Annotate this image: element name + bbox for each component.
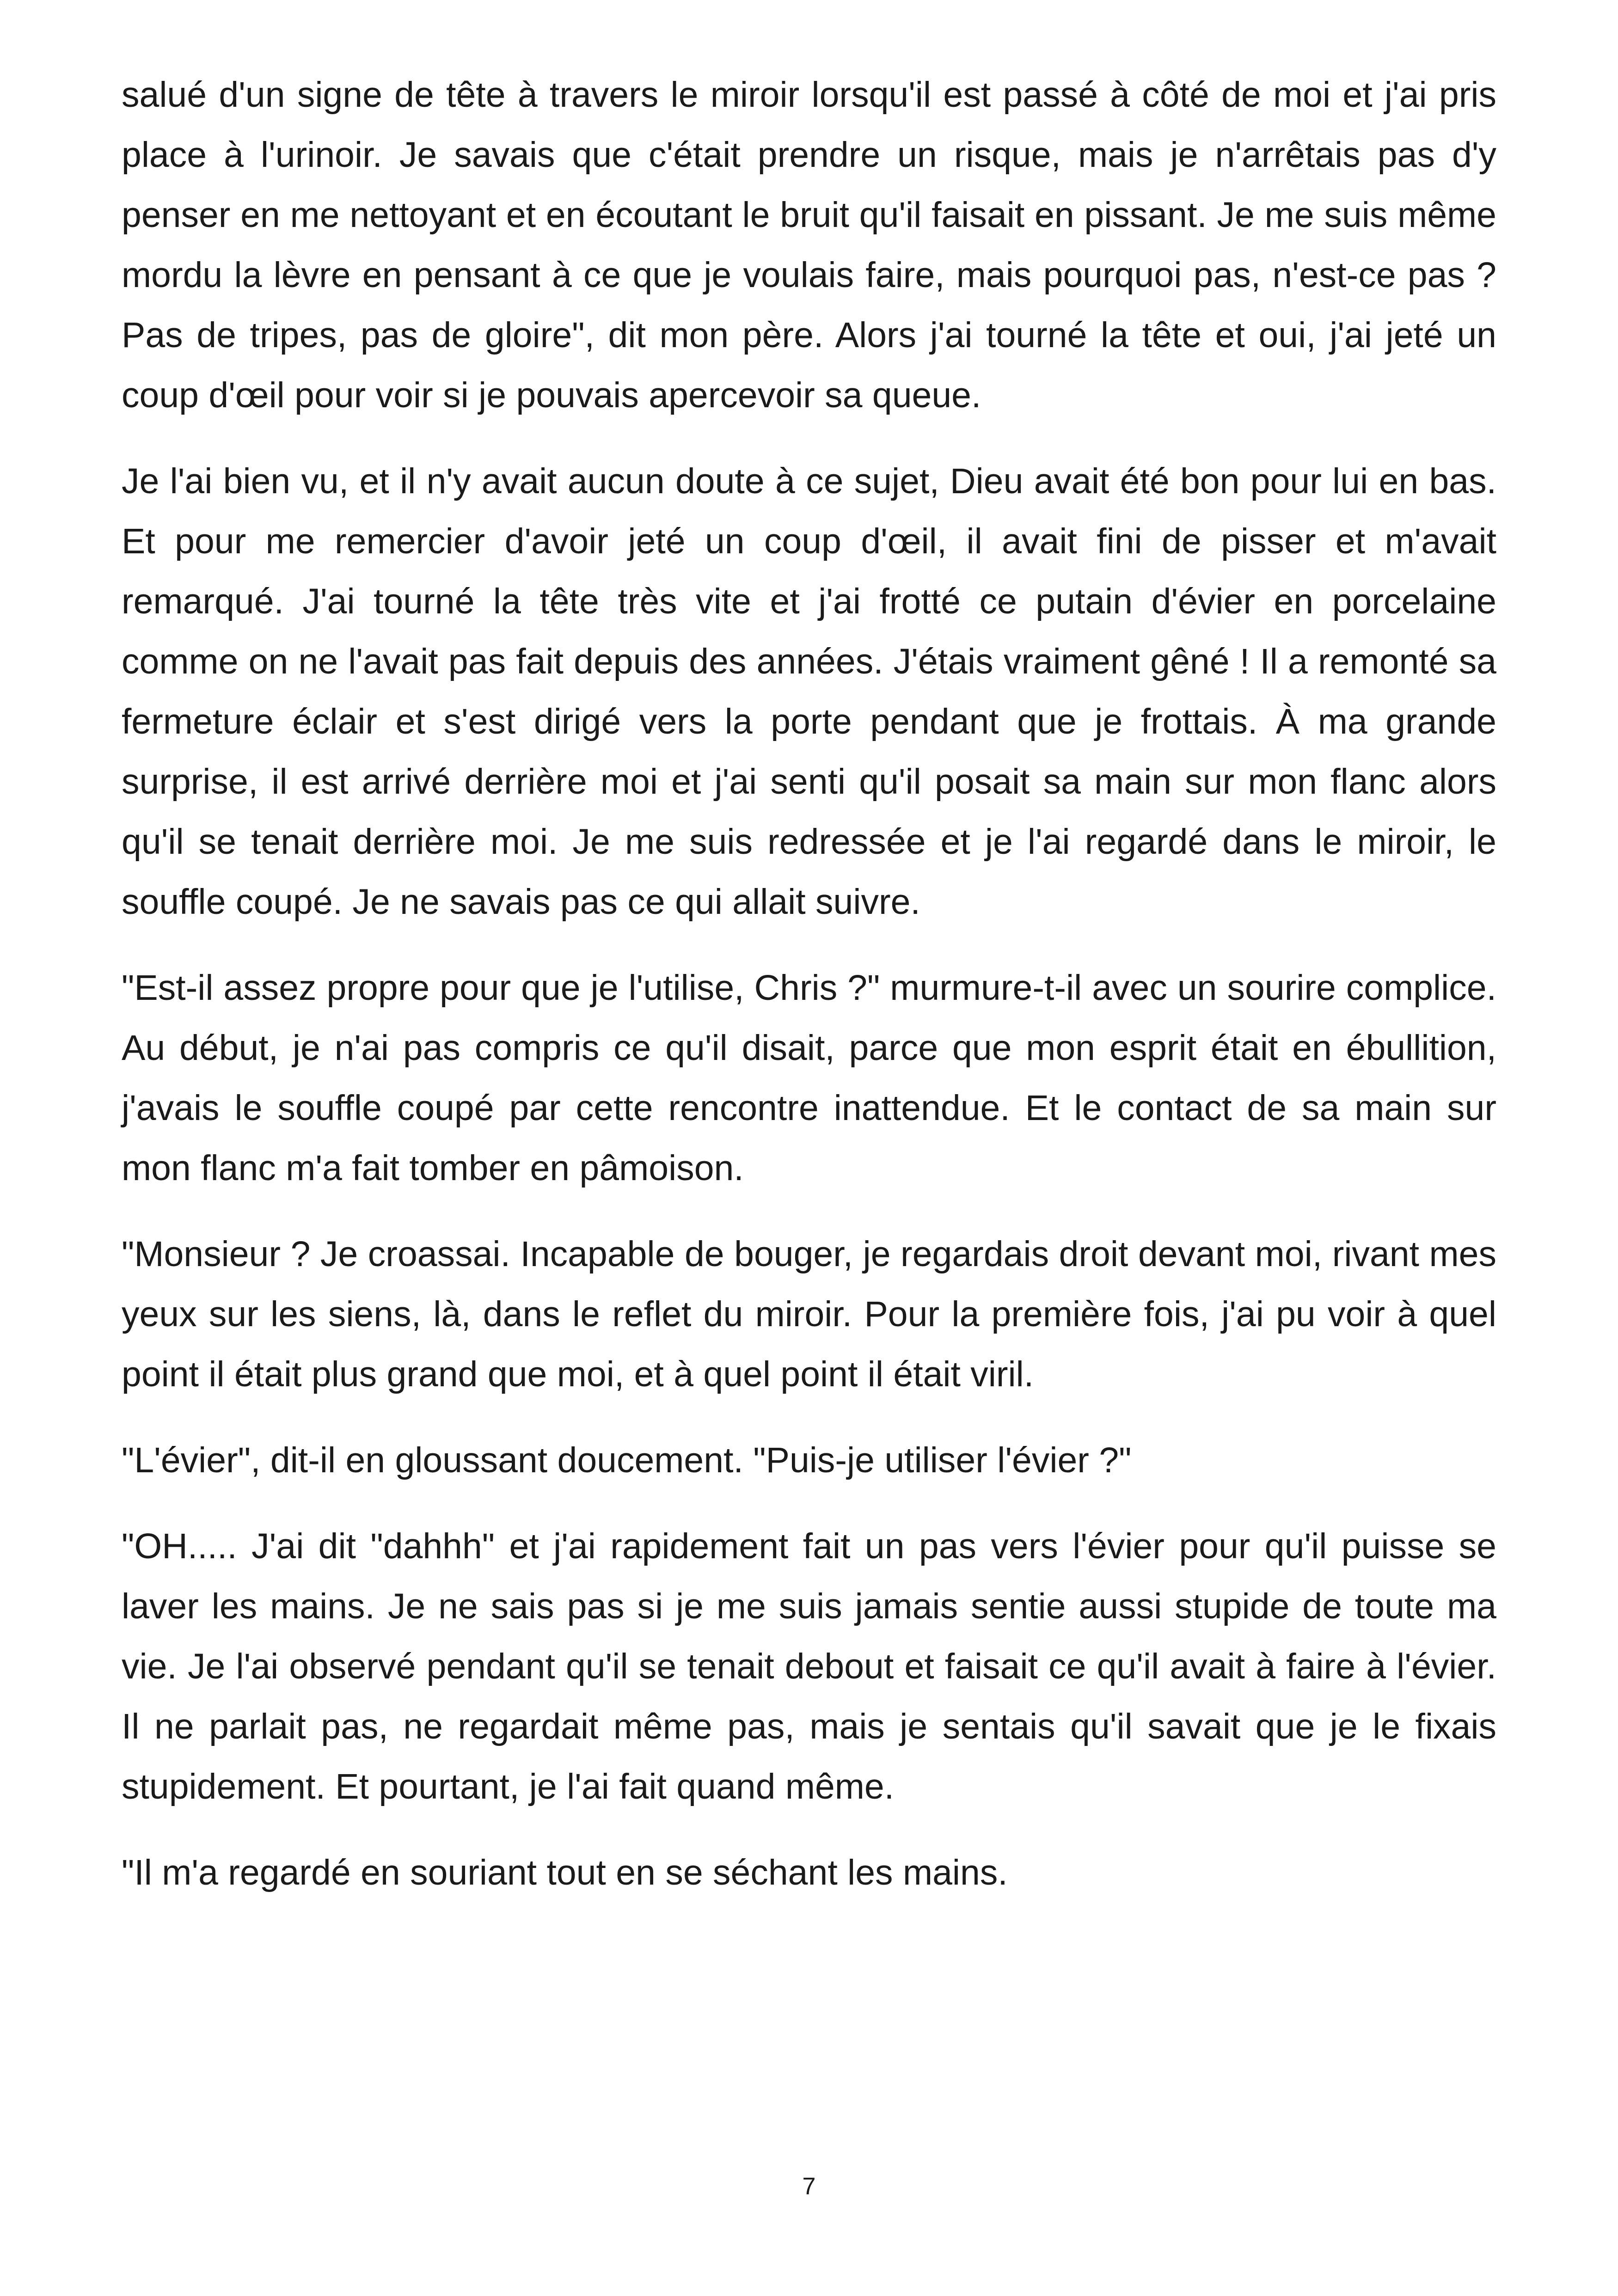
paragraph-1: salué d'un signe de tête à travers le miroir lorsqu'il est passé à côté de moi et j'ai pris place à l'urinoir. Je savais que c'était prendre un risque, mais je n'arrêtais pas d'y penser en me nettoyant et en écoutant le bruit qu'il faisait en pissant. Je me suis même mordu la lèvre en pensant à ce que je voulais faire, mais pourquoi pas, n'est-ce pas ? Pas de tripes, pas de gloire", dit mon père. Alors j'ai tourné la tête et oui, j'ai jeté un coup d'œil pour voir si je pouvais apercevoir sa queue. <box>122 75 1496 415</box>
page-number: 7 <box>802 2173 816 2200</box>
paragraph-2: Je l'ai bien vu, et il n'y avait aucun doute à ce sujet, Dieu avait été bon pour lui en bas. Et pour me remercier d'avoir jeté un coup d'œil, il avait fini de pisser et m'avait remarqué. J'ai tourné la tête très vite et j'ai frotté ce putain d'évier en porcelaine comme on ne l'avait pas fait depuis des années. J'étais vraiment gêné ! Il a remonté sa fermeture éclair et s'est dirigé vers la porte pendant que je frottais. À ma grande surprise, il est arrivé derrière moi et j'ai senti qu'il posait sa main sur mon flanc alors qu'il se tenait derrière moi. Je me suis redressée et je l'ai regardé dans le miroir, le souffle coupé. Je ne savais pas ce qui allait suivre. <box>122 461 1496 922</box>
paragraph-6: "OH..... J'ai dit "dahhh" et j'ai rapidement fait un pas vers l'évier pour qu'il puisse se laver les mains. Je ne sais pas si je me suis jamais sentie aussi stupide de toute ma vie. Je l'ai observé pendant qu'il se tenait debout et faisait ce qu'il avait à faire à l'évier. Il ne parlait pas, ne regardait même pas, mais je sentais qu'il savait que je le fixais stupidement. Et pourtant, je l'ai fait quand même. <box>122 1526 1496 1806</box>
paragraph-3: "Est-il assez propre pour que je l'utilise, Chris ?" murmure-t-il avec un sourire complice. Au début, je n'ai pas compris ce qu'il disait, parce que mon esprit était en ébullition, j'avais le souffle coupé par cette rencontre inattendue. Et le contact de sa main sur mon flanc m'a fait tomber en pâmoison. <box>122 968 1496 1188</box>
paragraph-5: "L'évier", dit-il en gloussant doucement. "Puis-je utiliser l'évier ?" <box>122 1440 1132 1480</box>
paragraph-7: "Il m'a regardé en souriant tout en se séchant les mains. <box>122 1853 1008 1892</box>
body-text <box>122 65 1496 1929</box>
paragraph-4: "Monsieur ? Je croassai. Incapable de bouger, je regardais droit devant moi, rivant mes yeux sur les siens, là, dans le reflet du miroir. Pour la première fois, j'ai pu voir à quel point il était plus grand que moi, et à quel point il était viril. <box>122 1234 1496 1394</box>
